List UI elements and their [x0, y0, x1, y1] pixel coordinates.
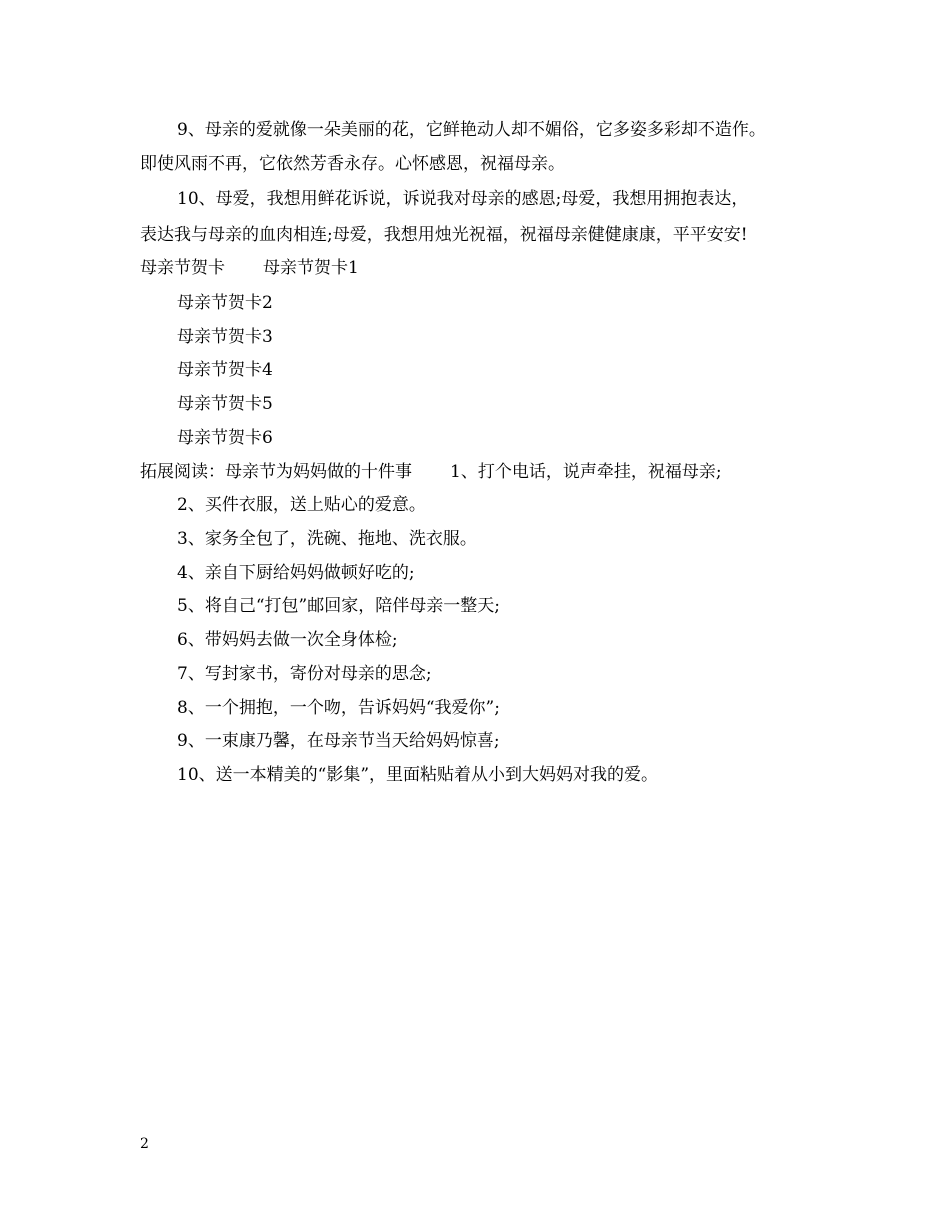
cards-heading: 母亲节贺卡 — [140, 258, 225, 278]
extended-item-3: 3、家务全包了，洗碗、拖地、洗衣服。 — [177, 529, 477, 549]
card-item-5: 母亲节贺卡5 — [177, 394, 273, 414]
paragraph-10-line-1: 10、母爱，我想用鲜花诉说，诉说我对母亲的感恩;母爱，我想用拥抱表达， — [177, 189, 749, 209]
page-number: 2 — [140, 1136, 149, 1152]
extended-item-7: 7、写封家书，寄份对母亲的思念; — [177, 664, 432, 684]
extended-heading: 拓展阅读：母亲节为妈妈做的十件事 — [140, 462, 412, 482]
extended-item-10: 10、送一本精美的“影集”，里面粘贴着从小到大妈妈对我的爱。 — [177, 765, 659, 785]
extended-item-9: 9、一束康乃馨，在母亲节当天给妈妈惊喜; — [177, 731, 500, 751]
card-item-1: 母亲节贺卡1 — [263, 258, 359, 278]
extended-item-4: 4、亲自下厨给妈妈做顿好吃的; — [177, 563, 415, 583]
extended-heading-line — [140, 460, 722, 484]
card-item-2: 母亲节贺卡2 — [177, 293, 273, 313]
card-item-6: 母亲节贺卡6 — [177, 428, 273, 448]
paragraph-9-line-2: 即使风雨不再，它依然芳香永存。心怀感恩，祝福母亲。 — [140, 154, 565, 174]
paragraph-9-line-1: 9、母亲的爱就像一朵美丽的花，它鲜艳动人却不媚俗，它多姿多彩却不造作。 — [177, 120, 766, 140]
card-item-4: 母亲节贺卡4 — [177, 360, 273, 380]
extended-item-5: 5、将自己“打包”邮回家，陪伴母亲一整天; — [177, 596, 500, 616]
paragraph-10-line-2: 表达我与母亲的血肉相连;母爱，我想用烛光祝福，祝福母亲健健康康，平平安安! — [140, 225, 748, 245]
card-item-3: 母亲节贺卡3 — [177, 327, 273, 347]
extended-item-1: 1、打个电话，说声牵挂，祝福母亲; — [450, 462, 722, 482]
extended-item-8: 8、一个拥抱，一个吻，告诉妈妈“我爱你”; — [177, 698, 500, 718]
extended-item-2: 2、买件衣服，送上贴心的爱意。 — [177, 495, 426, 515]
extended-item-6: 6、带妈妈去做一次全身体检; — [177, 630, 398, 650]
cards-heading-line — [140, 256, 359, 280]
